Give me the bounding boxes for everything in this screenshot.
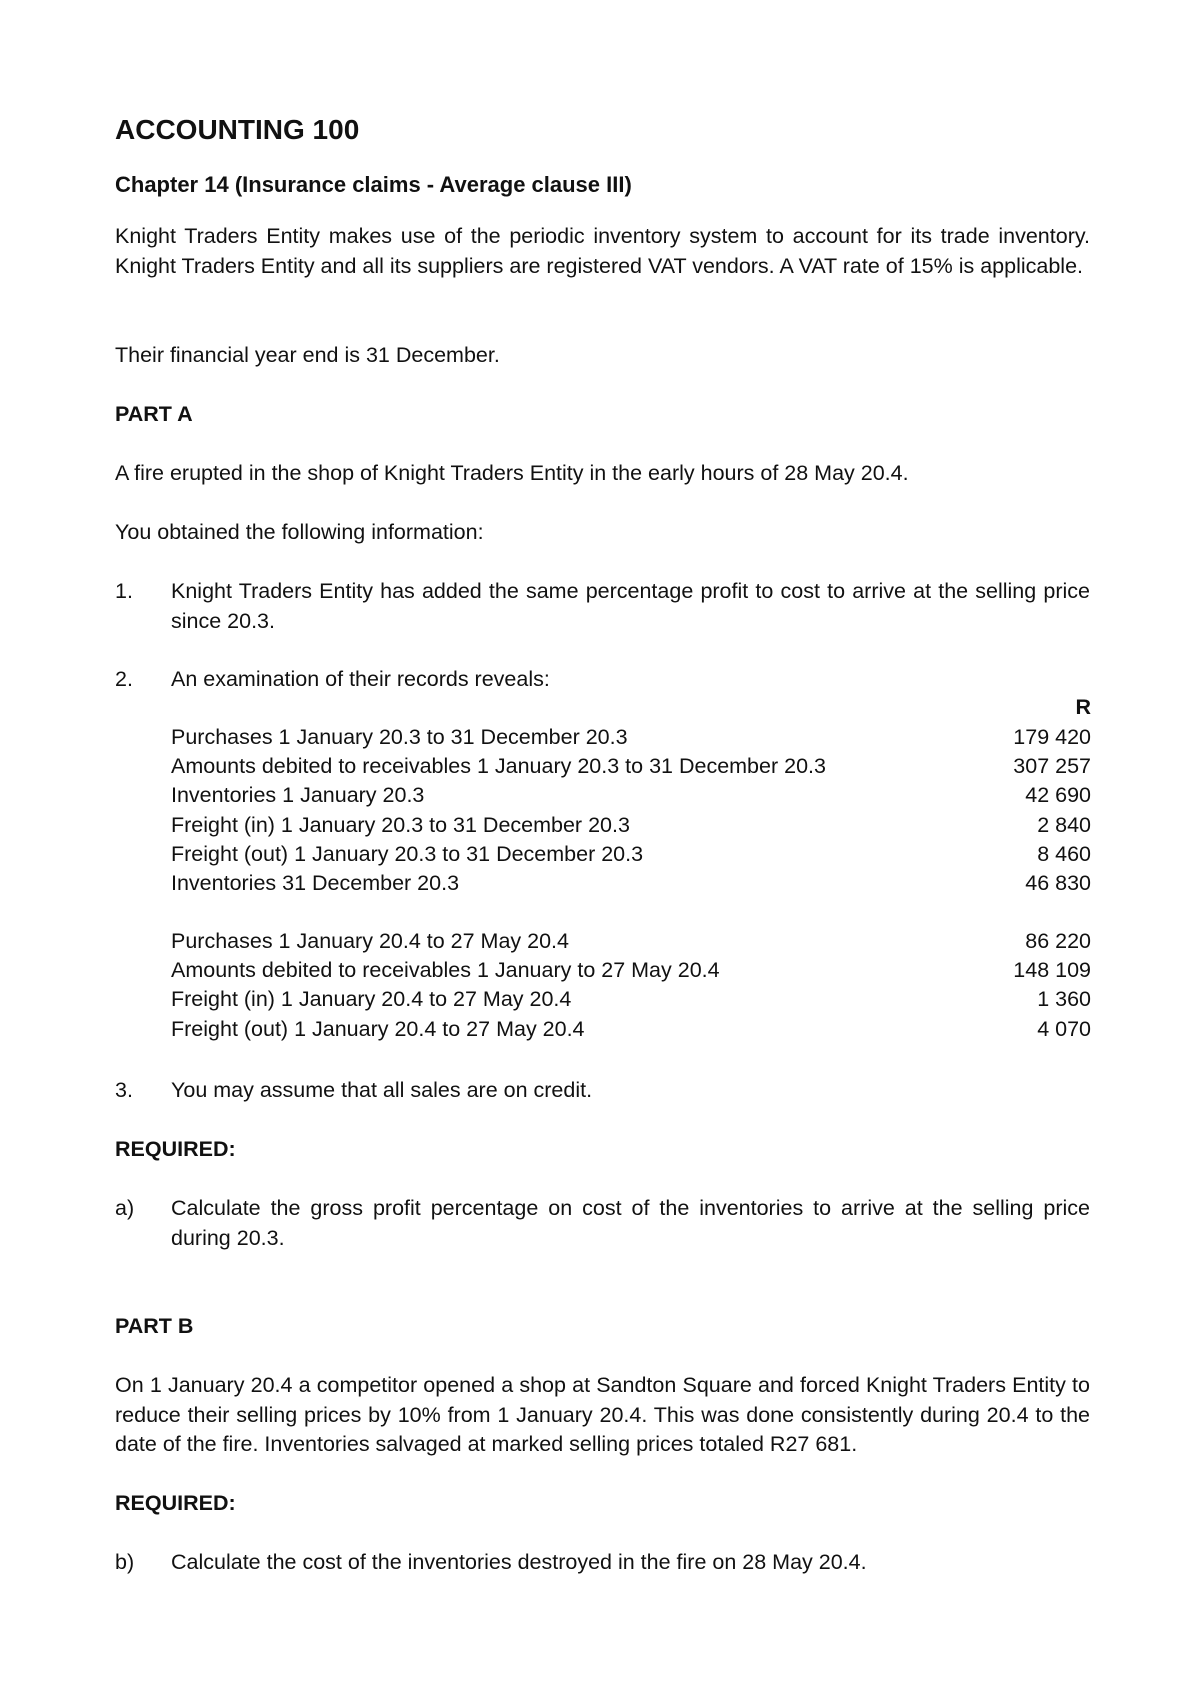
item-3-text: You may assume that all sales are on credit. xyxy=(171,1078,593,1102)
intro-paragraph: Knight Traders Entity makes use of the periodic inventory system to account for its trade inventory. Knight Traders Entity and all its suppliers are registered VAT vendors. A VAT rate of 15% is applicable. xyxy=(115,224,1090,278)
obtained-text: You obtained the following information: xyxy=(115,520,484,544)
record-row xyxy=(171,840,1091,869)
record-amount: 307 257 xyxy=(1013,754,1091,779)
record-row xyxy=(171,723,1091,752)
record-amount: 1 360 xyxy=(1037,987,1091,1012)
question-a-label: a) xyxy=(115,1196,135,1220)
record-row xyxy=(171,927,1091,956)
record-row xyxy=(171,869,1091,898)
item-number: 2. xyxy=(115,667,133,691)
record-label: Purchases 1 January 20.3 to 31 December 20.3 xyxy=(171,725,628,749)
record-amount: 148 109 xyxy=(1013,958,1091,983)
question-b-label: b) xyxy=(115,1550,135,1574)
fire-text: A fire erupted in the shop of Knight Traders Entity in the early hours of 28 May 20.4. xyxy=(115,461,909,485)
record-row xyxy=(171,985,1091,1014)
record-amount: 179 420 xyxy=(1013,725,1091,749)
record-label: Freight (in) 1 January 20.3 to 31 December 20.3 xyxy=(171,812,630,837)
item-1-text: Knight Traders Entity has added the same percentage profit to cost to arrive at the selling price since 20.3. xyxy=(171,579,1090,633)
currency-header: R xyxy=(1075,695,1091,719)
record-label: Freight (out) 1 January 20.4 to 27 May 20.4 xyxy=(171,1016,585,1041)
item-2-text: An examination of their records reveals: xyxy=(171,667,550,691)
item-number: 1. xyxy=(115,579,133,603)
part-b-paragraph: On 1 January 20.4 a competitor opened a shop at Sandton Square and forced Knight Traders Entity to reduce their selling prices by 10% from 1 January 20.4. This was done consistently during 20.4 to the date of the fire. Inventories salvaged at marked selling prices totaled R27 681. xyxy=(115,1373,1090,1456)
record-row xyxy=(171,1015,1091,1044)
required-heading-b: REQUIRED: xyxy=(115,1491,236,1515)
item-number: 3. xyxy=(115,1078,133,1102)
record-label: Freight (out) 1 January 20.3 to 31 December 20.3 xyxy=(171,841,644,866)
record-label: Amounts debited to receivables 1 January to 27 May 20.4 xyxy=(171,958,720,983)
record-amount: 2 840 xyxy=(1037,812,1091,837)
document-title: ACCOUNTING 100 xyxy=(115,114,360,145)
question-b-text: Calculate the cost of the inventories destroyed in the fire on 28 May 20.4. xyxy=(171,1550,867,1574)
record-label: Inventories 1 January 20.3 xyxy=(171,783,425,808)
record-amount: 8 460 xyxy=(1037,841,1091,866)
year-end-text: Their financial year end is 31 December. xyxy=(115,343,500,367)
record-row xyxy=(171,811,1091,840)
record-amount: 86 220 xyxy=(1025,929,1091,953)
question-a-text: Calculate the gross profit percentage on cost of the inventories to arrive at the selling price during 20.3. xyxy=(171,1196,1090,1250)
chapter-subtitle: Chapter 14 (Insurance claims - Average clause III) xyxy=(115,172,632,197)
record-label: Freight (in) 1 January 20.4 to 27 May 20.4 xyxy=(171,987,572,1012)
record-label: Purchases 1 January 20.4 to 27 May 20.4 xyxy=(171,929,569,953)
record-amount: 42 690 xyxy=(1025,783,1091,808)
record-row xyxy=(171,781,1091,810)
record-row xyxy=(171,752,1091,781)
required-heading-a: REQUIRED: xyxy=(115,1137,236,1161)
record-label: Amounts debited to receivables 1 January 20.3 to 31 December 20.3 xyxy=(171,754,826,779)
part-b-heading: PART B xyxy=(115,1314,194,1338)
record-amount: 4 070 xyxy=(1037,1016,1091,1041)
record-amount: 46 830 xyxy=(1025,871,1091,895)
record-label: Inventories 31 December 20.3 xyxy=(171,871,460,895)
record-row xyxy=(171,956,1091,985)
part-a-heading: PART A xyxy=(115,402,193,426)
